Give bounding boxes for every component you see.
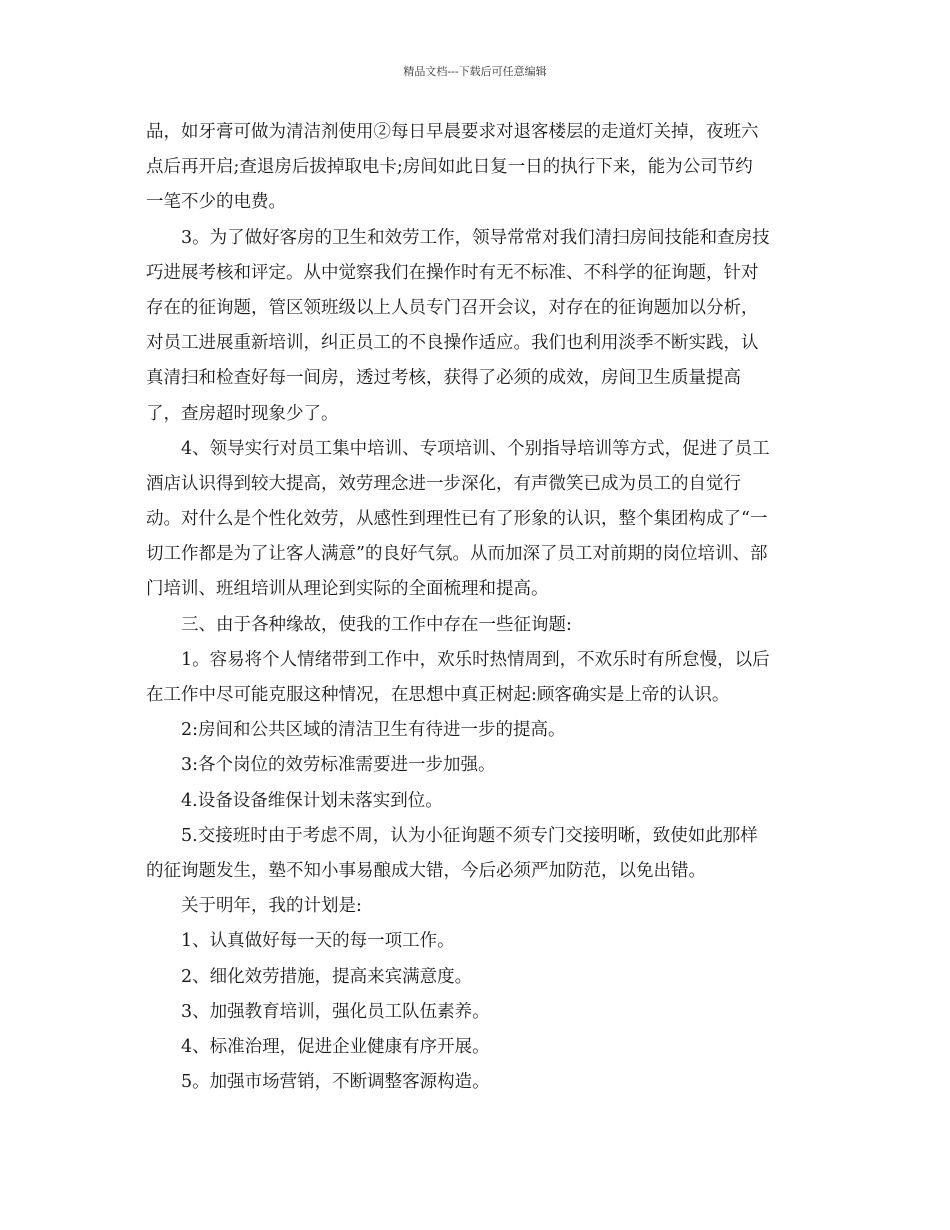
text-line: 门培训、班组培训从理论到实际的全面梳理和提高。	[146, 579, 549, 600]
text-line: 巧进展考核和评定。从中觉察我们在操作时有无不标准、不科学的征询题，针对	[146, 262, 759, 283]
text-line: 1、认真做好每一天的每一项工作。	[181, 931, 455, 952]
text-line: 了，查房超时现象少了。	[146, 403, 339, 424]
text-line: 存在的征询题，管区领班级以上人员专门召开会议，对存在的征询题加以分析，	[146, 297, 759, 318]
text-line: 5。加强市场营销，不断调整客源构造。	[181, 1072, 490, 1093]
text-line: 点后再开启;查退房后拔掉取电卡;房间如此日复一日的执行下来，能为公司节约	[146, 157, 753, 178]
text-line: 关于明年，我的计划是:	[181, 896, 362, 917]
text-line: 酒店认识得到较大提高，效劳理念进一步深化，有声微笑已成为员工的自觉行	[146, 473, 741, 494]
text-line: 三、由于各种缘故，使我的工作中存在一些征询题:	[181, 614, 572, 635]
page-header: 精品文档---下载后可任意编辑	[403, 65, 547, 78]
text-line: 3、加强教育培训，强化员工队伍素养。	[181, 1001, 490, 1022]
text-line: 5.交接班时由于考虑不周，认为小征询题不须专门交接明晰，致使如此那样	[181, 825, 758, 846]
text-line: 真清扫和检查好每一间房，透过考核，获得了必须的成效，房间卫生质量提高	[146, 368, 741, 389]
text-line: 在工作中尽可能克服这种情况，在思想中真正树起:顾客确实是上帝的认识。	[146, 685, 730, 705]
text-line: 2:房间和公共区域的清洁卫生有待进一步的提高。	[181, 720, 566, 741]
text-line: 品，如牙膏可做为清洁剂使用②每日早晨要求对退客楼层的走道灯关掉，夜班六	[146, 122, 759, 142]
text-line: 3。为了做好客房的卫生和效劳工作，领导常常对我们清扫房间技能和查房技	[181, 227, 770, 248]
text-line: 4、领导实行对员工集中培训、专项培训、个别指导培训等方式，促进了员工	[181, 438, 770, 459]
document-body	[146, 115, 810, 1100]
text-line: 切工作都是为了让客人满意”的良好气氛。从而加深了员工对前期的岗位培训、部	[146, 544, 768, 565]
text-line: 一笔不少的电费。	[146, 192, 286, 213]
text-line: 对员工进展重新培训，纠正员工的不良操作适应。我们也利用淡季不断实践，认	[146, 333, 759, 354]
text-line: 2、细化效劳措施，提高来宾满意度。	[181, 966, 473, 987]
text-line: 3:各个岗位的效劳标准需要进一步加强。	[181, 755, 496, 776]
text-line: 4.设备设备维保计划未落实到位。	[181, 790, 443, 811]
text-line: 动。对什么是个性化效劳，从感性到理性已有了形象的认识，整个集团构成了“一	[146, 509, 768, 530]
text-line: 4、标准治理，促进企业健康有序开展。	[181, 1036, 490, 1057]
text-line: 的征询题发生，塾不知小事易酿成大错，今后必须严加防范，以免出错。	[146, 860, 706, 881]
text-line: 1。容易将个人情绪带到工作中，欢乐时热情周到，不欢乐时有所怠慢，以后	[181, 649, 770, 670]
